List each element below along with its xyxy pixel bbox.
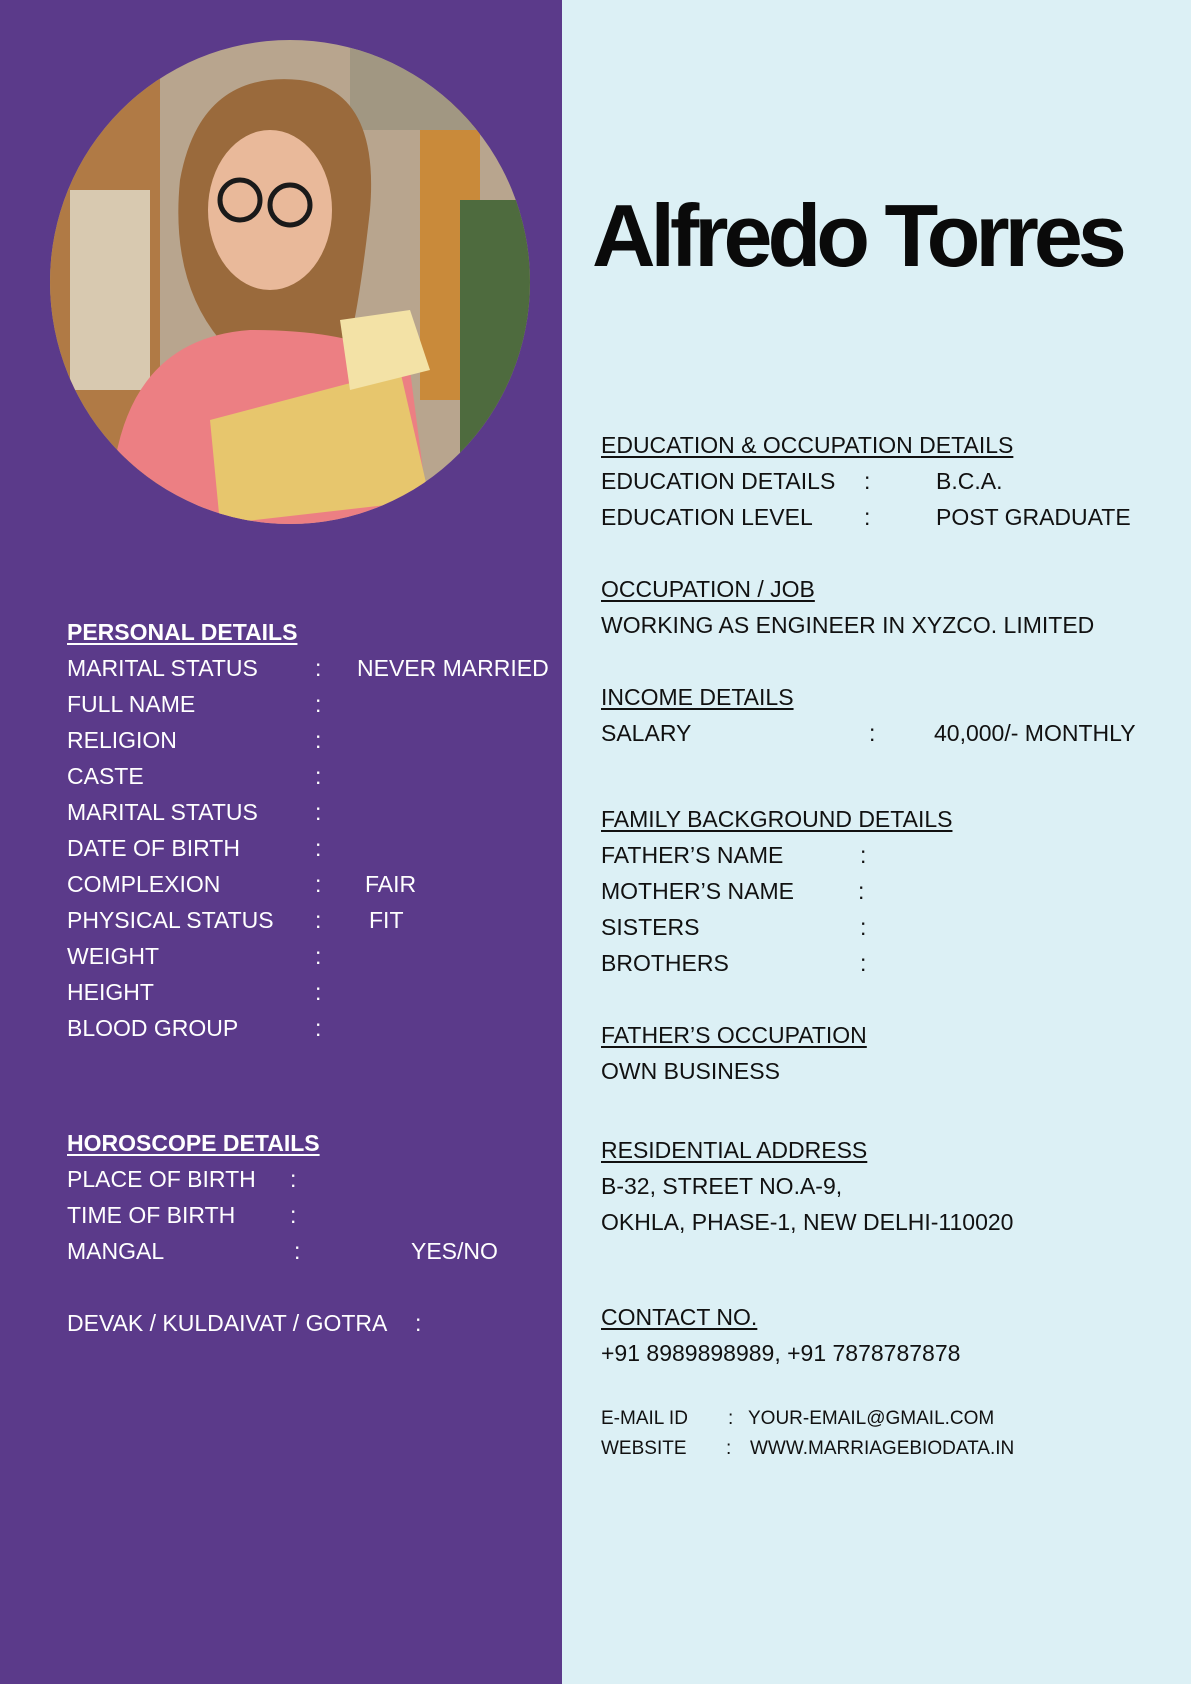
fathers-name-label: FATHER’S NAME [601,842,784,868]
personal-row-sep: : [315,655,322,681]
horoscope-row-label: PLACE OF BIRTH [67,1166,256,1192]
personal-row-sep: : [315,871,322,897]
portrait-illustration [50,40,530,524]
salary-sep: : [869,720,876,746]
profile-name: Alfredo Torres [592,186,1122,285]
personal-row-label: RELIGION [67,727,177,753]
horoscope-row-label: TIME OF BIRTH [67,1202,236,1228]
salary-value: 40,000/- MONTHLY [934,720,1136,746]
occupation-header: OCCUPATION / JOB [601,576,815,602]
income-header: INCOME DETAILS [601,684,794,710]
personal-row-label: MARITAL STATUS [67,799,258,825]
left-panel [0,0,562,1684]
horoscope-details-header: HOROSCOPE DETAILS [67,1130,320,1156]
occupation-text: WORKING AS ENGINEER IN XYZCO. LIMITED [601,612,1095,638]
personal-row-label: BLOOD GROUP [67,1015,239,1041]
gotra-label: DEVAK / KULDAIVAT / GOTRA [67,1310,388,1336]
personal-row-label: MARITAL STATUS [67,655,258,681]
personal-row-sep: : [315,835,322,861]
personal-row-sep: : [315,727,322,753]
horoscope-row-sep: : [290,1166,297,1192]
horoscope-row-sep: : [294,1238,301,1264]
mothers-name-sep: : [858,878,865,904]
sisters-label: SISTERS [601,914,700,940]
address-line-2: OKHLA, PHASE-1, NEW DELHI-110020 [601,1209,1014,1235]
personal-row-label: PHYSICAL STATUS [67,907,274,933]
personal-row-sep: : [315,979,322,1005]
personal-row-sep: : [315,943,322,969]
email-value: YOUR-EMAIL@GMAIL.COM [748,1408,995,1429]
personal-row-value: NEVER MARRIED [357,655,549,681]
address-header: RESIDENTIAL ADDRESS [601,1137,868,1163]
horoscope-row-label: MANGAL [67,1238,165,1264]
personal-row-value: FAIR [365,871,417,897]
personal-row-label: CASTE [67,763,144,789]
education-details-sep: : [864,468,871,494]
sisters-sep: : [860,914,867,940]
email-sep: : [728,1408,734,1429]
brothers-label: BROTHERS [601,950,729,976]
personal-row-sep: : [315,799,322,825]
contact-phones: +91 8989898989, +91 7878787878 [601,1340,961,1366]
personal-row-label: COMPLEXION [67,871,221,897]
mothers-name-label: MOTHER’S NAME [601,878,794,904]
father-occupation-header: FATHER’S OCCUPATION [601,1022,867,1048]
personal-details-header: PERSONAL DETAILS [67,619,298,645]
brothers-sep: : [860,950,867,976]
website-value: WWW.MARRIAGEBIODATA.IN [750,1438,1015,1459]
personal-row-label: HEIGHT [67,979,154,1005]
education-level-label: EDUCATION LEVEL [601,504,813,530]
website-sep: : [726,1438,732,1459]
family-header: FAMILY BACKGROUND DETAILS [601,806,953,832]
education-level-sep: : [864,504,871,530]
personal-row-label: DATE OF BIRTH [67,835,240,861]
email-label: E-MAIL ID [601,1408,688,1429]
website-label: WEBSITE [601,1438,687,1459]
portrait-photo [50,40,530,524]
education-details-value: B.C.A. [936,468,1003,494]
education-level-value: POST GRADUATE [936,504,1131,530]
address-line-1: B-32, STREET NO.A-9, [601,1173,843,1199]
horoscope-row-value: YES/NO [411,1238,498,1264]
personal-row-sep: : [315,763,322,789]
education-details-label: EDUCATION DETAILS [601,468,836,494]
personal-row-value: FIT [369,907,404,933]
gotra-separator: : [415,1310,422,1336]
father-occupation-text: OWN BUSINESS [601,1058,780,1084]
personal-row-sep: : [315,907,322,933]
contact-header: CONTACT NO. [601,1304,758,1330]
salary-label: SALARY [601,720,692,746]
education-header: EDUCATION & OCCUPATION DETAILS [601,432,1014,458]
fathers-name-sep: : [860,842,867,868]
personal-row-sep: : [315,1015,322,1041]
personal-row-label: WEIGHT [67,943,159,969]
horoscope-row-sep: : [290,1202,297,1228]
personal-row-sep: : [315,691,322,717]
personal-row-label: FULL NAME [67,691,196,717]
